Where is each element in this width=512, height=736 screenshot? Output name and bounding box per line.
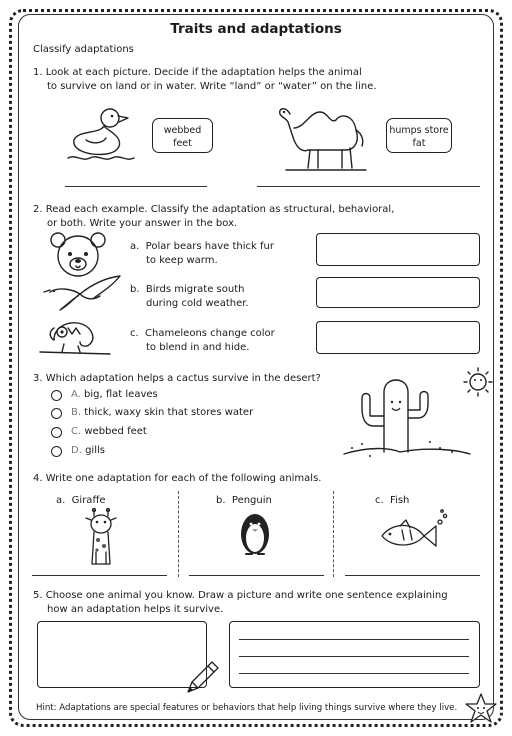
- q2-prompt-line2: or both. Write your answer in the box.: [47, 218, 238, 229]
- worksheet-subtitle: Classify adaptations: [33, 44, 134, 55]
- penguin-icon: [238, 510, 272, 556]
- q2a-text-line2: to keep warm.: [146, 255, 218, 266]
- q2c-text: c. Chameleons change color: [130, 328, 275, 339]
- star-icon: [464, 692, 498, 724]
- q4a-label: a. Giraffe: [56, 495, 106, 506]
- q4-divider-1: [178, 491, 179, 577]
- q4a-answer-line[interactable]: [32, 575, 167, 576]
- fish-icon: [378, 510, 456, 554]
- q2b-text-line2: during cold weather.: [146, 298, 249, 309]
- cactus-sun-icon: [340, 368, 500, 460]
- q3-option-c: C. webbed feet: [71, 426, 147, 437]
- q4b-label: b. Penguin: [216, 495, 272, 506]
- duck-icon: [66, 104, 142, 162]
- q1-prompt-line1: 1. Look at each picture. Decide if the adaptation helps the animal: [33, 67, 362, 78]
- q2a-answer-box[interactable]: [316, 233, 480, 266]
- q2c-text-line2: to blend in and hide.: [146, 342, 250, 353]
- q3-option-a-radio[interactable]: [51, 390, 62, 401]
- giraffe-icon: [84, 508, 118, 566]
- q5-prompt-line2: how an adaptation helps it survive.: [47, 604, 224, 615]
- q4-prompt: 4. Write one adaptation for each of the following animals.: [33, 473, 322, 484]
- q4-divider-2: [333, 491, 334, 577]
- label-humps-store-fat: humps store fat: [386, 118, 452, 153]
- q5-prompt-line1: 5. Choose one animal you know. Draw a picture and write one sentence explaining: [33, 590, 448, 601]
- chameleon-icon: [40, 316, 112, 358]
- worksheet-title: Traits and adaptations: [170, 21, 342, 37]
- q5-drawing-box[interactable]: [37, 621, 207, 688]
- q3-option-d-radio[interactable]: [51, 446, 62, 457]
- q2b-text: b. Birds migrate south: [130, 284, 245, 295]
- q3-option-b-radio[interactable]: [51, 408, 62, 419]
- q1-answer-line-duck[interactable]: [65, 186, 207, 187]
- label-webbed-feet: webbed feet: [152, 118, 213, 153]
- q2a-text: a. Polar bears have thick fur: [130, 241, 274, 252]
- q5-writing-line-1: [239, 639, 469, 640]
- q5-writing-line-2: [239, 656, 469, 657]
- bear-icon: [50, 232, 106, 278]
- q5-sentence-box[interactable]: [229, 621, 480, 688]
- q4b-answer-line[interactable]: [189, 575, 324, 576]
- q4c-answer-line[interactable]: [345, 575, 480, 576]
- bird-icon: [40, 276, 124, 312]
- q3-option-a: A. big, flat leaves: [71, 389, 158, 400]
- hint-text: Hint: Adaptations are special features or behaviors that help living things survive where they live.: [36, 703, 458, 713]
- q3-prompt: 3. Which adaptation helps a cactus survive in the desert?: [33, 373, 321, 384]
- q2c-answer-box[interactable]: [316, 321, 480, 354]
- q1-prompt-line2: to survive on land or in water. Write “land” or “water” on the line.: [47, 81, 377, 92]
- camel-icon: [276, 98, 372, 172]
- q3-option-c-radio[interactable]: [51, 427, 62, 438]
- q1-answer-line-camel[interactable]: [257, 186, 480, 187]
- pencil-icon: [186, 658, 222, 694]
- q2-prompt-line1: 2. Read each example. Classify the adaptation as structural, behavioral,: [33, 204, 395, 215]
- q5-writing-line-3: [239, 673, 469, 674]
- q2b-answer-box[interactable]: [316, 277, 480, 308]
- q3-option-d: D. gills: [71, 445, 105, 456]
- q4c-label: c. Fish: [375, 495, 410, 506]
- q3-option-b: B. thick, waxy skin that stores water: [71, 407, 254, 418]
